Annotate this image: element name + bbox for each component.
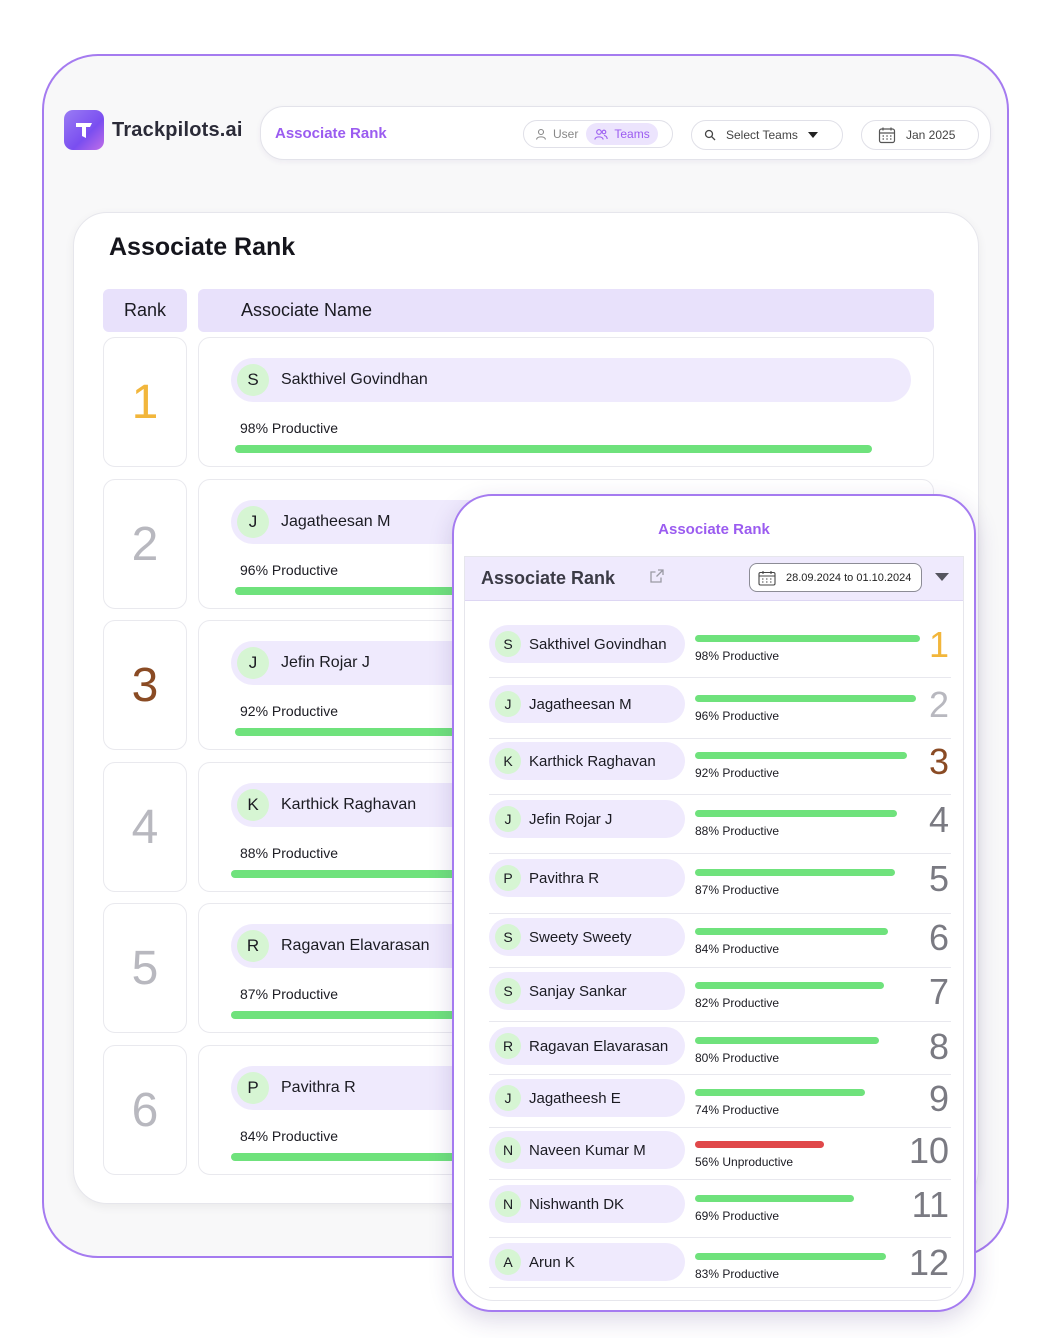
rank-cell: 4 bbox=[103, 762, 187, 892]
associate-name: Naveen Kumar M bbox=[529, 1141, 646, 1159]
productivity-label: 92% Productive bbox=[240, 703, 339, 719]
rank-number: 5 bbox=[928, 858, 949, 899]
popup-rank-row[interactable] bbox=[489, 681, 951, 739]
associate-name-pill bbox=[231, 358, 911, 402]
toggle-teams-label: Teams bbox=[614, 127, 650, 141]
associate-name: Karthick Raghavan bbox=[529, 752, 656, 770]
toggle-user[interactable] bbox=[527, 123, 586, 145]
user-icon bbox=[535, 128, 547, 140]
associate-name-pill bbox=[489, 1079, 685, 1117]
rank-number: 7 bbox=[928, 971, 949, 1012]
productivity-label: 69% Productive bbox=[695, 1209, 780, 1223]
productivity-label: 88% Productive bbox=[240, 845, 339, 861]
rank-number: 6 bbox=[928, 917, 949, 958]
avatar: N bbox=[495, 1137, 521, 1163]
date-range-label: 28.09.2024 to 01.10.2024 bbox=[786, 571, 912, 584]
toggle-user-label: User bbox=[553, 127, 579, 141]
popup-caption: Associate Rank bbox=[658, 521, 770, 538]
avatar: R bbox=[237, 930, 269, 962]
productivity-label: 84% Productive bbox=[240, 1128, 339, 1144]
productivity-bar bbox=[695, 810, 897, 817]
productivity-bar bbox=[695, 1089, 865, 1096]
popup-rank-row[interactable] bbox=[489, 738, 951, 795]
productivity-label: 87% Productive bbox=[695, 883, 780, 897]
calendar-icon bbox=[758, 570, 776, 586]
productivity-label: 56% Unproductive bbox=[695, 1155, 794, 1169]
rank-number: 11 bbox=[911, 1184, 949, 1225]
associate-name: Ragavan Elavarasan bbox=[529, 1037, 669, 1055]
associate-name: Nishwanth DK bbox=[529, 1195, 625, 1213]
associate-name-pill bbox=[489, 859, 685, 897]
productivity-bar bbox=[695, 1195, 854, 1202]
associate-name-pill bbox=[489, 800, 685, 838]
productivity-bar bbox=[695, 752, 907, 759]
productivity-label: 96% Productive bbox=[240, 562, 339, 578]
popup-rank-row[interactable] bbox=[489, 968, 951, 1022]
popup-rank-row[interactable] bbox=[489, 1239, 951, 1288]
rank-number: 8 bbox=[928, 1026, 949, 1067]
associate-name-pill bbox=[489, 742, 685, 780]
avatar: J bbox=[495, 1085, 521, 1111]
productivity-label: 96% Productive bbox=[695, 709, 780, 723]
associate-name: Jagatheesan M bbox=[529, 695, 632, 713]
popup-header bbox=[465, 557, 963, 601]
rank-number: 10 bbox=[908, 1130, 949, 1171]
associate-name: Sakthivel Govindhan bbox=[281, 371, 428, 388]
popup-panel bbox=[464, 556, 964, 1301]
associate-name: Pavithra R bbox=[281, 1079, 356, 1096]
productivity-label: 87% Productive bbox=[240, 986, 339, 1002]
rank-cell: 3 bbox=[103, 620, 187, 750]
productivity-label: 74% Productive bbox=[695, 1103, 780, 1117]
productivity-label: 98% Productive bbox=[695, 649, 780, 663]
productivity-label: 84% Productive bbox=[695, 942, 780, 956]
associate-name: Sanjay Sankar bbox=[529, 982, 627, 1000]
associate-name: Jefin Rojar J bbox=[281, 654, 370, 671]
select-teams-dropdown[interactable] bbox=[691, 120, 843, 150]
avatar: K bbox=[495, 748, 521, 774]
associate-name: Karthick Raghavan bbox=[281, 796, 417, 813]
popup-rank-row[interactable] bbox=[489, 1023, 951, 1075]
avatar: P bbox=[495, 865, 521, 891]
productivity-label: 82% Productive bbox=[695, 996, 780, 1010]
associate-name-pill bbox=[489, 1243, 685, 1281]
avatar: S bbox=[237, 364, 269, 396]
associate-name-pill bbox=[489, 972, 685, 1010]
productivity-bar bbox=[695, 1141, 824, 1148]
select-teams-label: Select Teams bbox=[726, 128, 798, 142]
productivity-label: 92% Productive bbox=[695, 766, 780, 780]
date-range-picker[interactable] bbox=[749, 563, 922, 592]
avatar: P bbox=[237, 1072, 269, 1104]
associate-name-pill bbox=[489, 685, 685, 723]
popup-rank-row[interactable] bbox=[489, 1075, 951, 1128]
avatar: K bbox=[237, 789, 269, 821]
associate-name: Sweety Sweety bbox=[529, 928, 632, 946]
user-teams-toggle bbox=[523, 120, 673, 148]
associate-name-pill bbox=[489, 1131, 685, 1169]
rank-number: 9 bbox=[928, 1078, 949, 1119]
month-picker-label: Jan 2025 bbox=[906, 128, 956, 142]
avatar: J bbox=[237, 506, 269, 538]
avatar: N bbox=[495, 1191, 521, 1217]
productivity-bar bbox=[695, 928, 888, 935]
avatar: S bbox=[495, 631, 521, 657]
brand-logo[interactable] bbox=[64, 110, 243, 150]
associate-name: Pavithra R bbox=[529, 869, 600, 887]
associate-name: Arun K bbox=[529, 1253, 575, 1271]
productivity-bar bbox=[235, 445, 872, 453]
page-title: Associate Rank bbox=[275, 125, 387, 142]
associate-name: Jagatheesh E bbox=[529, 1089, 621, 1107]
card-title: Associate Rank bbox=[109, 233, 296, 261]
popup-rank-row[interactable] bbox=[489, 1127, 951, 1180]
popup-rank-row[interactable] bbox=[489, 855, 951, 914]
associate-name: Jagatheesan M bbox=[281, 513, 391, 530]
rank-cell: 5 bbox=[103, 903, 187, 1033]
popup-rank-row[interactable] bbox=[489, 1181, 951, 1238]
associate-rank-popup bbox=[452, 494, 976, 1312]
productivity-bar bbox=[695, 635, 920, 642]
productivity-bar bbox=[695, 1253, 886, 1260]
trackpilots-logo-icon bbox=[64, 110, 104, 150]
associate-name-pill bbox=[489, 1185, 685, 1223]
avatar: J bbox=[495, 806, 521, 832]
rank-number: 4 bbox=[928, 799, 949, 840]
avatar: J bbox=[237, 647, 269, 679]
popup-rank-row[interactable] bbox=[489, 796, 951, 854]
search-icon bbox=[704, 129, 716, 141]
top-bar bbox=[260, 106, 991, 160]
teams-icon bbox=[594, 128, 608, 140]
column-header-rank: Rank bbox=[103, 289, 187, 332]
calendar-icon bbox=[878, 126, 896, 144]
rank-number: 3 bbox=[928, 741, 949, 782]
avatar: S bbox=[495, 978, 521, 1004]
associate-name-pill bbox=[489, 918, 685, 956]
productivity-bar bbox=[695, 1037, 879, 1044]
rank-cell: 2 bbox=[103, 479, 187, 609]
productivity-bar bbox=[695, 982, 884, 989]
caret-down-icon bbox=[808, 132, 818, 138]
productivity-label: 98% Productive bbox=[240, 420, 339, 436]
associate-name: Jefin Rojar J bbox=[529, 810, 613, 828]
rank-cell: 1 bbox=[103, 337, 187, 467]
brand-name: Trackpilots.ai bbox=[112, 118, 243, 141]
toggle-teams[interactable] bbox=[586, 123, 657, 145]
rank-number: 1 bbox=[928, 624, 949, 665]
avatar: R bbox=[495, 1033, 521, 1059]
popup-rank-row[interactable] bbox=[489, 621, 951, 678]
rank-cell: 6 bbox=[103, 1045, 187, 1175]
avatar: J bbox=[495, 691, 521, 717]
column-header-name: Associate Name bbox=[198, 289, 934, 332]
popup-title: Associate Rank bbox=[481, 568, 616, 588]
productivity-bar bbox=[695, 695, 916, 702]
collapse-caret-icon[interactable] bbox=[935, 573, 949, 581]
rank-number: 12 bbox=[908, 1242, 949, 1283]
associate-row[interactable] bbox=[198, 337, 934, 467]
avatar: S bbox=[495, 924, 521, 950]
rank-number: 2 bbox=[928, 684, 949, 725]
associate-name: Sakthivel Govindhan bbox=[529, 635, 667, 653]
associate-name-pill bbox=[489, 625, 685, 663]
productivity-label: 83% Productive bbox=[695, 1267, 780, 1281]
productivity-label: 88% Productive bbox=[695, 824, 780, 838]
month-picker[interactable] bbox=[861, 120, 979, 150]
associate-name: Ragavan Elavarasan bbox=[281, 937, 430, 954]
productivity-label: 80% Productive bbox=[695, 1051, 780, 1065]
productivity-bar bbox=[695, 869, 895, 876]
popup-rank-row[interactable] bbox=[489, 914, 951, 968]
avatar: A bbox=[495, 1249, 521, 1275]
associate-name-pill bbox=[489, 1027, 685, 1065]
external-link-icon[interactable] bbox=[649, 568, 665, 584]
